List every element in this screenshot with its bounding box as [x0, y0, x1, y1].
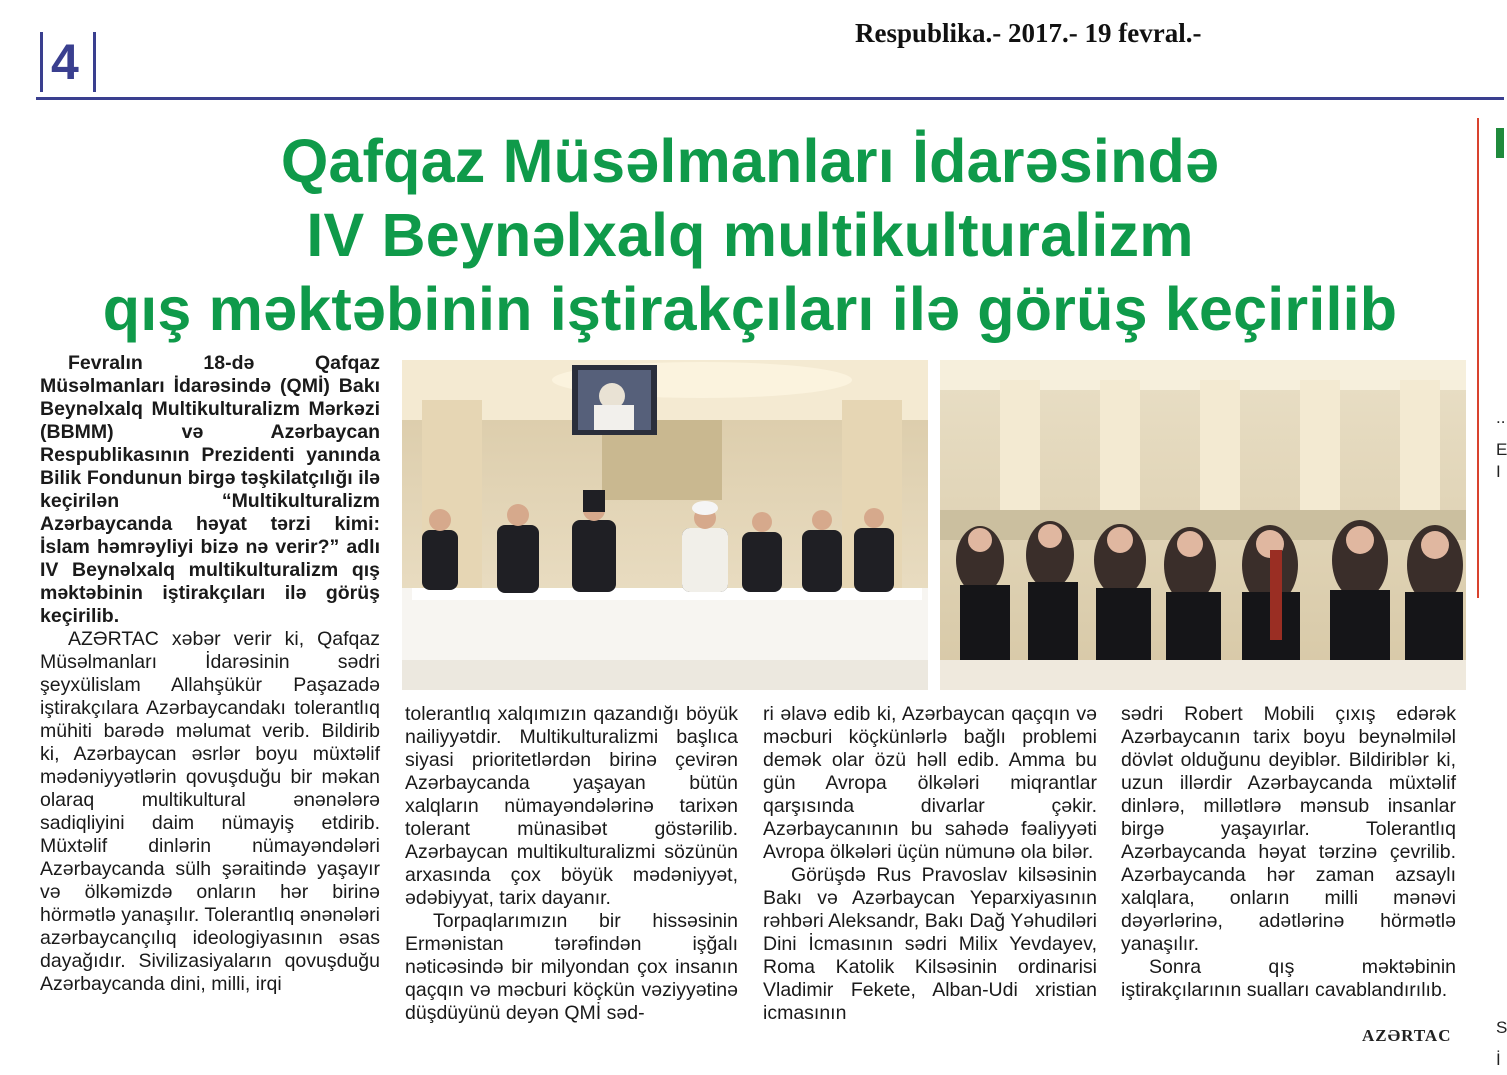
photo-audience	[940, 360, 1466, 690]
side-column-text: I	[1496, 462, 1501, 481]
article-paragraph: sədri Robert Mobili çıxış edərək Azərbaycanın tarix boyu beynəlmiləl dövlət olduğunu deyiblər. Bildiriblər ki, uzun illərdir Azərbaycanda müxtəlif dinlərə, millətlərə mənsub insanlar birgə yaşayırlar. Tolerantlıq Azərbaycanda həyat tərzinə çevrilib. Azərbaycanda hər zaman azsaylı xalqlara, onların milli mənəvi dəyərlərinə, adətlərinə hörmətlə yanaşılır.	[1121, 703, 1456, 955]
side-column-text: E	[1496, 440, 1507, 459]
article-paragraph: tolerantlıq xalqımızın qazandığı böyük nailiyyətdir. Multikulturalizmi başlıca siyasi prioritetlərdən birinə çevirən Azərbaycanda yaşayan bütün xalqların nümayəndələrinə tarixən tolerant münasibət göstərilib. Azərbaycan multikulturalizmi sözünün arxasında çox böyük mədəniyyət, ədəbiyyat, tarix dayanır.	[405, 703, 738, 909]
side-column-text: İ	[1496, 1050, 1501, 1069]
article-paragraph: Sonra qış məktəbinin iştirakçılarının sualları cavablandırılıb.	[1121, 956, 1456, 1001]
side-column-text: ..	[1496, 408, 1506, 427]
side-column-headline-fragment	[1496, 128, 1504, 158]
panel-photo-illustration	[402, 360, 928, 690]
article-paragraph: AZƏRTAC xəbər verir ki, Qafqaz Müsəlmanları İdarəsinin sədri şeyxülislam Allahşükür Paşazadə iştirakçılara Azərbaycandakı tolerantlıq mühiti barədə məlumat verib. Bildirib ki, Azərbaycan əsrlər boyu müxtəlif mədəniyyətlərin qovuşduğu bir məkan olaraq multikultural ənənələrə sadiqliyini daim nümayiş etdirib. Müxtəlif dinlərin nümayəndələri Azərbaycanda sülh şəraitində yaşayır və ölkəmizdə onların hər birinə hörmətlə yanaşılır. Tolerantlıq ənənələri azərbaycançılıq ideologiyasının əsas dayağıdır. Sivilizasiyaların qovuşduğu Azərbaycanda dini, milli, irqi	[40, 628, 381, 995]
article-column-1	[40, 352, 380, 996]
headline-line: qış məktəbinin iştirakçıları ilə görüş keçirilib	[102, 275, 1398, 343]
page-number: 4	[51, 34, 79, 90]
article-paragraph: Görüşdə Rus Pravoslav kilsəsinin Bakı və Azərbaycan Yeparxiyasının rəhbəri Aleksandr, Bakı Dağ Yəhudiləri Dini İcmasının sədri Milix Yevdayev, Roma Katolik Kilsəsinin ordinarisi Vladimir Fekete, Alban-Udi xristian icmasının	[763, 864, 1097, 1024]
audience-photo-illustration	[940, 360, 1466, 690]
article-headline	[20, 124, 1480, 346]
article-column-2	[405, 703, 738, 1025]
header-rule	[36, 97, 1504, 100]
photo-panel-table	[402, 360, 928, 690]
article-paragraph: ri əlavə edib ki, Azərbaycan qaçqın və məcburi köçkünlərlə bağlı problemi demək olar özü həll edib. Amma bu gün Avropa ölkələri miqrantlar qarşısında divarlar çəkir. Azərbaycanının bu sahədə fəaliyyəti Avropa ölkələri üçün nümunə ola bilər.	[763, 703, 1097, 863]
article-lead: Fevralın 18-də Qafqaz Müsəlmanları İdarəsində (QMİ) Bakı Beynəlxalq Multikulturalizm Mərkəzi (BBMM) və Azərbaycan Respublikasının Prezidenti yanında Bilik Fondunun birgə təşkilatçılığı ilə keçirilən “Multikulturalizm Azərbaycanda həyat tərzi kimi: İslam həmrəyliyi bizə nə verir?” adlı IV Beynəlxalq multikulturalizm qış məktəbinin iştirakçıları ilə görüş keçirilib.	[40, 352, 380, 627]
article-paragraph: Torpaqlarımızın bir hissəsinin Ermənistan tərəfindən işğalı nəticəsində bir milyondan çox insanın qaçqın və məcburi köçkün vəziyyətinə düşdüyünü deyən QMİ səd-	[405, 910, 738, 1024]
article-column-4	[1121, 703, 1456, 1002]
headline-line: IV Beynəlxalq multikulturalizm	[306, 201, 1194, 269]
page-number-box	[40, 32, 96, 92]
source-credit: AZƏRTAC	[1362, 1026, 1452, 1045]
article-column-3	[763, 703, 1097, 1025]
headline-line: Qafqaz Müsəlmanları İdarəsində	[280, 127, 1220, 195]
masthead-dateline: Respublika.- 2017.- 19 fevral.-	[855, 18, 1202, 48]
side-column-text: S	[1496, 1018, 1507, 1037]
